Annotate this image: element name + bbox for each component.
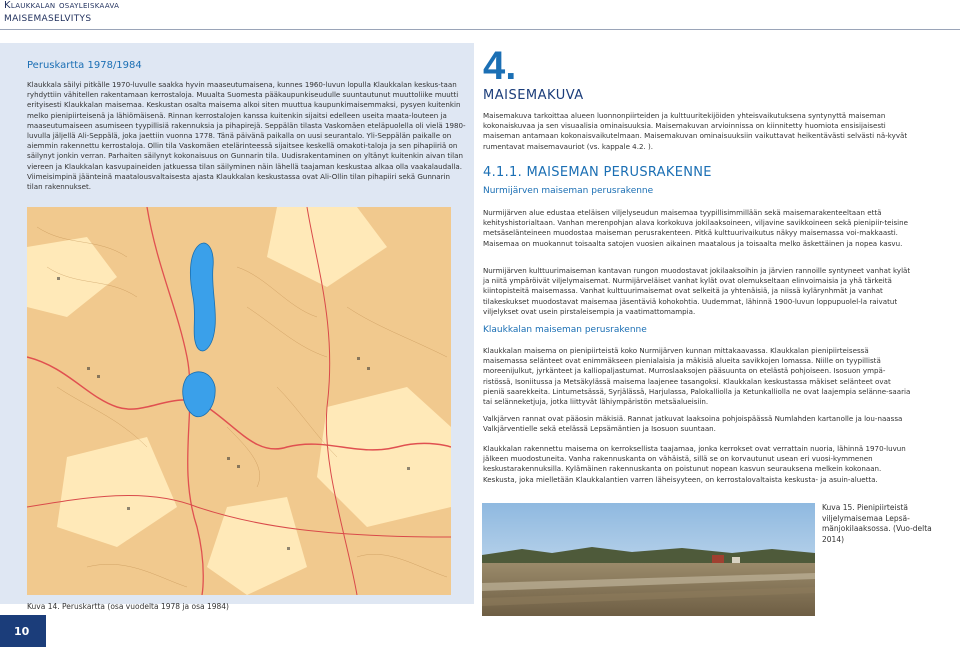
document-subtitle: MAISEMASELVITYS (4, 14, 92, 24)
left-body-text (27, 80, 467, 192)
header-rule (0, 29, 960, 30)
document-title: Klaukkalan osayleiskaava (4, 0, 120, 11)
page-number: 10 (14, 625, 30, 638)
paragraph-klaukkala-1: Klaukkalan maisema on pienipiirteistä koko Nurmijärven kunnan mittakaavassa. Klaukkalan pienipiirteisessä maisemassa selänteet ovat enimmäkseen pienialaisia ja mäkisiä alueita savikkojen lomassa. Niille on tyypillistä moreenijulkut, jyrkänteet ja kalliopaljastumat. Murroslaaksojen pääsuunta on etelästä pohjoiseen. Isosuon ympä-ristössä, Isoniitussa ja Metsäkylässä maisema laajenee tasangoksi. Klaukkalan keskustassa mäkiset selänteet ovat pieniä saarekkeita. Lintumetsässä, Syrjälässä, Harjulassa, Palokalliolla ja Ketunkalliolla ne ovat laajempia selänne-saaria tai selänneketjuja, jotka liittyvät lähiympäristön metsäalueisiin. (483, 346, 911, 407)
paragraph-klaukkala-3: Klaukkalan rakennettu maisema on kerroksellista taajamaa, jonka kerrokset ovat verrattain nuoria, lähinnä 1970-luvun jälkeen muodostuneita. Vanha rakennuskanta on vähäistä, sillä se on korvautunut usean eri vuosi-kymmenen keskustarakennuksilla. Kylämäinen rakennuskanta on poistunut nopean kasvun seurauksena melkein kokonaan. Keskusta, joka mielletään Klaukkalantien varren läheisyyteen, on kerrostalovaltaista keskusta- ja asuin-aluetta. (483, 444, 906, 484)
paragraph-klaukkala-2: Valkjärven rannat ovat pääosin mäkisiä. Rannat jatkuvat laaksoina pohjoispäässä Numlahden kartanolle ja lou-naassa Valkjärventielle sekä etelässä Lepsämäntien ja Isosuon suuntaan. (483, 414, 903, 434)
topographic-map (27, 207, 451, 595)
page-header (0, 0, 960, 30)
chapter-number: 4. (483, 44, 517, 88)
section-title-left: Peruskartta 1978/1984 (27, 60, 142, 71)
subheading-klaukkala: Klaukkalan maiseman perusrakenne (483, 325, 647, 335)
landscape-photo (482, 503, 815, 616)
photo-caption: Kuva 15. Pienipiirteistä viljelymaisemaa Lepsä-mänjokilaaksossa. (Vuo-delta 2014) (822, 503, 932, 544)
chapter-title: MAISEMAKUVA (483, 88, 584, 103)
photo-graphic (482, 503, 815, 616)
map-caption: Kuva 14. Peruskartta (osa vuodelta 1978 ja osa 1984) (27, 602, 229, 611)
left-paragraph: Klaukkala säilyi pitkälle 1970-luvulle saakka hyvin maaseutumaisena, kunnes 1960-luvun lopulla Klaukkalan keskus-taan ryhdyttiin vähitellen rakentamaan kerrostaloja. Muualta Suomesta pääkaupunkiseudulle suuntautunut muuttoliike muutti erityisesti Klaukkalan maisemaa. Keskustan osalta maisema alkoi siten muuttua kaupunkimaisemmaksi, pysyen kuitenkin melko pienipiirteisenä ja lähiömäisenä. Rinnan kerrostalojen kanssa kuitenkin sijaitsi edelleen useita maata-louteen ja maaseutumaiseen asumiseen tyypillisiä rakennuksia ja pihapirejä. Seppälän tilasta Vaskomäen eteläpuolella oli vielä 1980-luvulla jäljellä Ali-Seppälä, joka jaettiin vuonna 1778. Tänä päivänä paikalla on uusi seurantalo. Yli-Seppälän paikalle on aiemmin rakennettu kerrostaloja. Ollin tila Vaskomäen etelärinteessä sijaitsee keskellä omakoti-taloja ja sen pihapiiriä on säilynyt jonkin verran. Parhaiten säilynyt kokonaisuus on Gunnarin tila. Uudisrakentaminen on yltänyt kuitenkin aivan tilan viereen ja Klaukkalan kasvupaineiden jatkuessa tilan säilyminen näin lähellä taajaman keskustaa alkaa olla vaakalaudalla. Viimeisimpinä jäänteinä maatalousvaltaisesta ajasta Klaukkalan keskustassa ovat Ali-Ollin tilan pihapiiri sekä Gunnarin tilan rakennukset. (27, 80, 466, 192)
chapter-intro: Maisemakuva tarkoittaa alueen luonnonpiirteiden ja kulttuuritekijöiden yhteisvaikutuksena syntynyttä maiseman kokonaiskuvaa ja sen visuaalisia ominaisuuksia. Maisemakuvan arvioinnissa on kiinnitetty huomiota ensisijaisesti maiseman antamaan kokonaisvaikutelmaan. Maisemakuvan ominaisuuksiin vaikuttavat heikentävästi selvästi nä-kyvät rumentavat maisemavauriot (vs. kappale 4.2. ). (483, 111, 908, 151)
paragraph-nurmijarvi-1: Nurmijärven alue edustaa eteläisen viljelyseudun maisemaa tyypillisimmillään sekä maisemarakenteeltaan että kehityshistorialtaan. Vanhan merenpohjan alava korkokuva jokilaaksoineen, viljavine savikkoineen sekä pienipiir-teisine metsäselänteineen muodostaa maiseman perusrakenteen. Pitkä kulttuurivaikutus näkyy maisemassa voi-makkaasti. Maisemaa on muokannut toisaalta satojen vuosien aikainen maatalous ja toisaalta melko äskettäinen ja nopea kasvu. (483, 208, 908, 248)
paragraph-nurmijarvi-2: Nurmijärven kulttuurimaiseman kantavan rungon muodostavat jokilaaksoihin ja järvien rannoille syntyneet vanhat kylät ja niitä ympäröivät viljelymaisemat. Nurmijärveläiset vanhat kylät ovat olemukseltaan elinvoimaisia ja yhä tärkeitä kiintopisteitä maisemassa. Vanhat kulttuurimaisemat ovat selkeitä ja yhtenäisiä, ja niissä kylärynhmät ja vanhat tilakeskukset muodostavat maisemaa jäsentäviä kohokohtia. Uudemmat, lähinnä 1900-luvun loppupuolel-la raivatut viljelykset ovat usein pirstaleisempia ja vaatimattomampia. (483, 266, 911, 316)
section-heading: 4.1.1. MAISEMAN PERUSRAKENNE (483, 165, 712, 180)
subheading-nurmijarvi: Nurmijärven maiseman perusrakenne (483, 186, 654, 196)
page-number-box (0, 615, 46, 647)
map-graphic (27, 207, 451, 595)
